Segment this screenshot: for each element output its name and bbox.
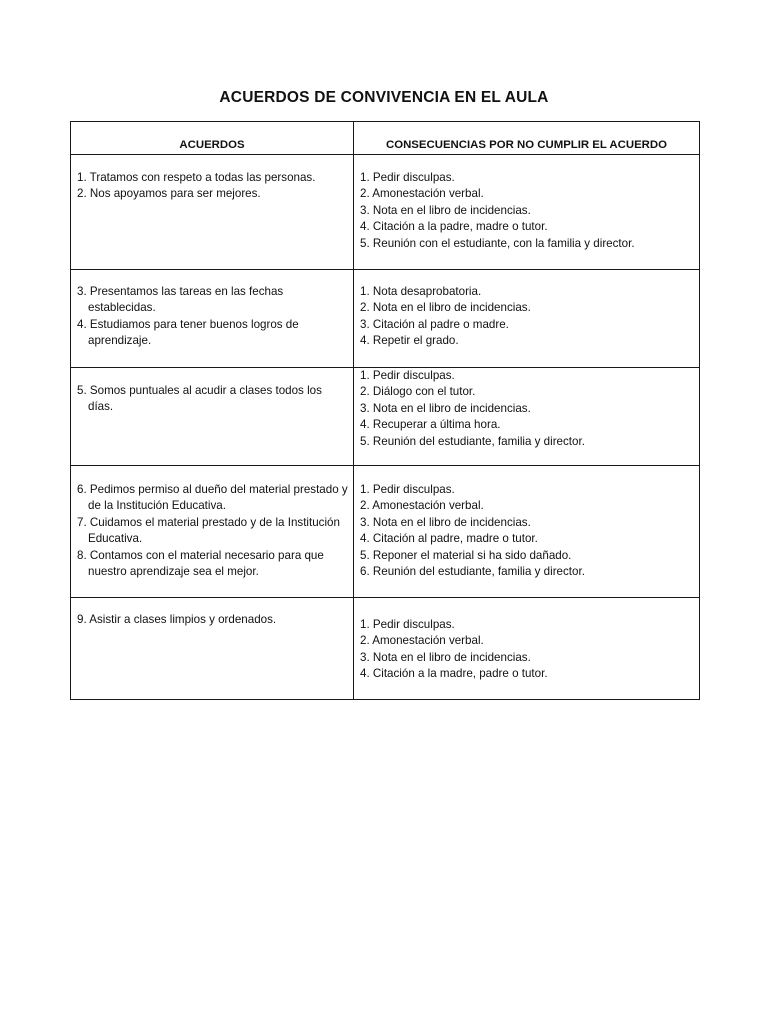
consequences-cell xyxy=(354,270,700,368)
header-agreements: ACUERDOS xyxy=(71,122,354,155)
table-header-row xyxy=(71,122,700,155)
agreement-item: 2. Nos apoyamos para ser mejores. xyxy=(77,187,261,201)
agreements-cell xyxy=(71,368,354,466)
consequences-list xyxy=(360,284,695,350)
agreements-cell xyxy=(71,466,354,598)
table-row xyxy=(71,155,700,270)
agreements-cell xyxy=(71,155,354,270)
consequence-item: 1. Nota desaprobatoria. xyxy=(360,285,482,298)
table-row xyxy=(71,466,700,598)
consequences-list xyxy=(360,170,695,252)
consequences-cell xyxy=(354,155,700,270)
consequence-item: 1. Pedir disculpas. xyxy=(360,171,455,184)
agreement-item: 3. Presentamos las tareas en las fechas establecidas. xyxy=(77,285,284,315)
consequences-list xyxy=(360,482,695,580)
document-title: ACUERDOS DE CONVIVENCIA EN EL AULA xyxy=(219,89,549,106)
consequences-cell xyxy=(354,466,700,598)
agreement-item: 5. Somos puntuales al acudir a clases todos los días. xyxy=(77,384,322,414)
consequence-item: 3. Nota en el libro de incidencias. xyxy=(360,650,531,664)
consequence-item: 1. Pedir disculpas. xyxy=(360,618,455,631)
consequence-item: 2. Diálogo con el tutor. xyxy=(360,385,476,399)
agreements-table xyxy=(70,121,700,700)
agreements-cell xyxy=(71,598,354,700)
consequence-item: 4. Citación al padre, madre o tutor. xyxy=(360,532,538,546)
consequence-item: 3. Nota en el libro de incidencias. xyxy=(360,515,531,529)
agreement-item: 4. Estudiamos para tener buenos logros de aprendizaje. xyxy=(77,317,299,348)
consequence-item: 4. Citación a la padre, madre o tutor. xyxy=(360,220,548,234)
consequences-cell xyxy=(354,368,700,466)
consequence-item: 2. Amonestación verbal. xyxy=(360,187,484,201)
consequence-item: 1. Pedir disculpas. xyxy=(360,483,455,496)
consequences-list xyxy=(360,368,695,450)
table-row xyxy=(71,598,700,700)
agreements-list xyxy=(77,170,349,203)
agreement-item: 8. Contamos con el material necesario para que nuestro aprendizaje sea el mejor. xyxy=(77,548,324,579)
agreement-item: 1. Tratamos con respeto a todas las personas. xyxy=(77,171,316,184)
consequence-item: 4. Repetir el grado. xyxy=(360,334,459,348)
consequence-item: 2. Amonestación verbal. xyxy=(360,499,484,513)
consequence-item: 3. Citación al padre o madre. xyxy=(360,317,509,331)
table-row xyxy=(71,368,700,466)
agreements-list xyxy=(77,482,349,580)
consequence-item: 6. Reunión del estudiante, familia y director. xyxy=(360,565,585,579)
consequence-item: 2. Amonestación verbal. xyxy=(360,634,484,648)
consequence-item: 5. Reunión del estudiante, familia y director. xyxy=(360,434,585,448)
table-row xyxy=(71,270,700,368)
consequence-item: 3. Nota en el libro de incidencias. xyxy=(360,401,531,415)
consequence-item: 4. Recuperar a última hora. xyxy=(360,418,501,432)
agreements-list xyxy=(77,284,349,350)
agreements-cell xyxy=(71,270,354,368)
consequence-item: 4. Citación a la madre, padre o tutor. xyxy=(360,667,548,681)
consequences-cell xyxy=(354,598,700,700)
agreements-list xyxy=(77,383,349,416)
consequences-list xyxy=(360,617,695,683)
agreement-item: 9. Asistir a clases limpios y ordenados. xyxy=(77,613,277,626)
consequence-item: 5. Reponer el material si ha sido dañado. xyxy=(360,548,572,562)
header-consequences: CONSECUENCIAS POR NO CUMPLIR EL ACUERDO xyxy=(354,122,700,155)
consequence-item: 1. Pedir disculpas. xyxy=(360,369,455,382)
agreements-list xyxy=(77,612,349,628)
consequence-item: 5. Reunión con el estudiante, con la familia y director. xyxy=(360,236,635,250)
agreement-item: 7. Cuidamos el material prestado y de la Institución Educativa. xyxy=(77,515,340,546)
consequence-item: 2. Nota en el libro de incidencias. xyxy=(360,301,531,315)
consequence-item: 3. Nota en el libro de incidencias. xyxy=(360,203,531,217)
agreement-item: 6. Pedimos permiso al dueño del material prestado y de la Institución Educativa. xyxy=(77,483,348,513)
